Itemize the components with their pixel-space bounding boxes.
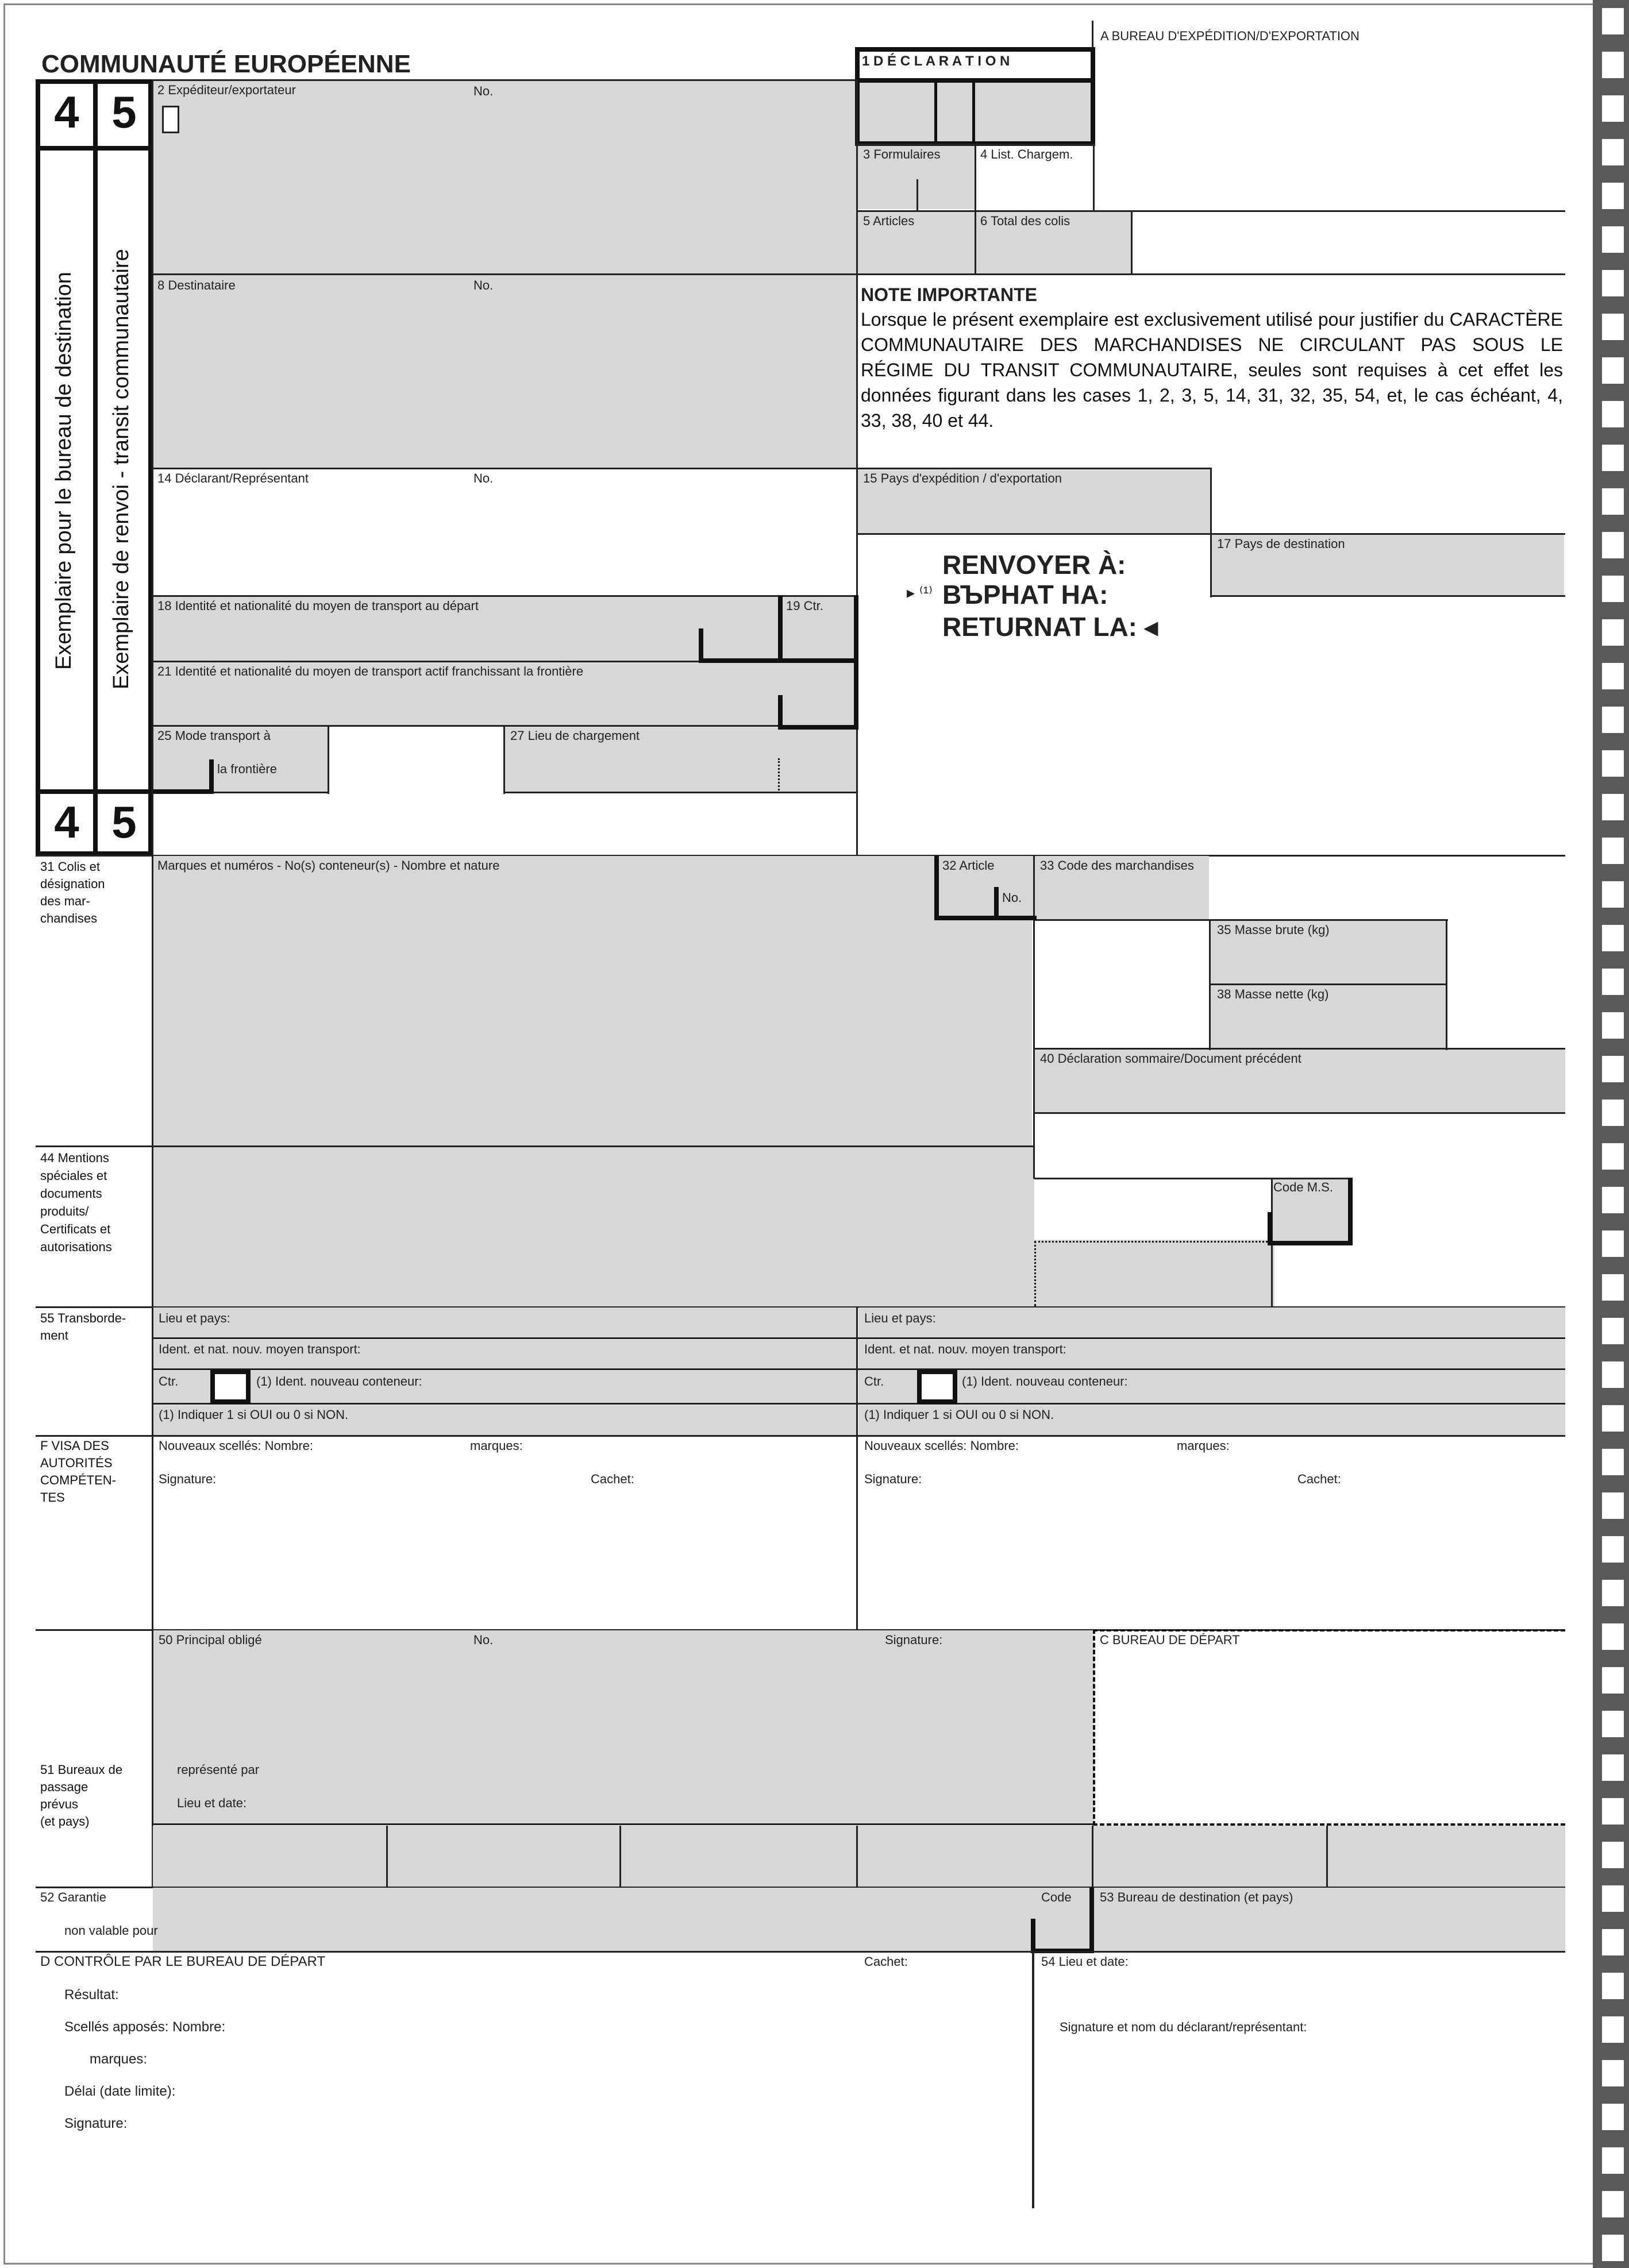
ident-transport-right: Ident. et nat. nouv. moyen transport: <box>864 1342 1066 1356</box>
line-25-right <box>328 725 329 794</box>
tractor-hole <box>1602 139 1624 165</box>
field-1-label: 1 D É C L A R A T I O N <box>862 53 1010 69</box>
cachet-D: Cachet: <box>864 1954 908 1969</box>
tractor-hole <box>1602 1754 1624 1781</box>
code-ms-bracket <box>1268 1212 1272 1245</box>
line-3-4-sep <box>975 144 976 275</box>
dotted-44-line-h <box>1034 1241 1271 1243</box>
tractor-hole <box>1602 2235 1624 2261</box>
tractor-hole <box>1602 1143 1624 1170</box>
field-32-no-bracket <box>994 887 999 920</box>
field-21-bracket-h <box>778 725 858 730</box>
tractor-hole <box>1602 1973 1624 1999</box>
line-51-sep1 <box>386 1826 388 1888</box>
line-55-r3 <box>153 1403 1565 1405</box>
line-15-right <box>1210 468 1212 597</box>
line-15-bottom <box>857 533 1211 535</box>
copy-number-5-top: 5 <box>111 87 137 137</box>
field-27-dotted <box>778 758 780 790</box>
code-ms-label: Code M.S. <box>1273 1180 1333 1194</box>
tractor-hole <box>1602 532 1624 558</box>
field-21-label: 21 Identité et nationalité du moyen de transport actif franchissant la frontière <box>157 664 584 678</box>
field-53-label: 53 Bureau de destination (et pays) <box>1100 1890 1293 1904</box>
lieu-date-50: Lieu et date: <box>177 1796 247 1810</box>
code-ms-white <box>1034 1179 1271 1240</box>
return-to-line3: RETURNAT LA: ◂ <box>942 612 1158 642</box>
tractor-hole <box>1602 445 1624 471</box>
tractor-hole <box>1602 1623 1624 1650</box>
field-3-label: 3 Formulaires <box>863 147 941 161</box>
checkbox-2[interactable] <box>162 106 179 133</box>
tractor-hole <box>1602 1536 1624 1563</box>
field-32-no: No. <box>1002 890 1022 905</box>
indiquer-left: (1) Indiquer 1 si OUI ou 0 si NON. <box>159 1407 349 1422</box>
code-label: Code <box>1041 1890 1072 1904</box>
field-35-label: 35 Masse brute (kg) <box>1217 923 1330 937</box>
line-31-left <box>152 855 153 1306</box>
line-51-sep3 <box>856 1826 858 1888</box>
tractor-hole <box>1602 2104 1624 2130</box>
line-6-right <box>1131 210 1133 275</box>
ident-transport-left: Ident. et nat. nouv. moyen transport: <box>159 1342 361 1356</box>
tractor-hole <box>1602 270 1624 296</box>
field-F-side-label: F VISA DES AUTORITÉS COMPÉTEN- TES <box>40 1438 116 1505</box>
copy-column-divider <box>93 79 98 856</box>
field-44-side-label: 44 Mentions spéciales et documents produits/ Certificats et autorisations <box>40 1151 112 1254</box>
line-3-4-top <box>857 144 1095 145</box>
line-27-left <box>503 725 505 794</box>
field-27-label: 27 Lieu de chargement <box>510 728 640 743</box>
line-25-top <box>153 725 857 727</box>
copy-top-divider <box>36 146 153 151</box>
non-valable-label: non valable pour <box>64 1923 158 1938</box>
tractor-hole <box>1602 707 1624 733</box>
tractor-hole <box>1602 357 1624 384</box>
line-50-bottom <box>153 1823 1093 1825</box>
scelles-apposes-label: Scellés apposés: Nombre: <box>64 2019 226 2035</box>
line-55-mid <box>856 1306 858 1630</box>
dotted-44-line-v <box>1034 1241 1036 1306</box>
ident-conteneur-left: (1) Ident. nouveau conteneur: <box>256 1374 422 1388</box>
field-1-inner-line <box>855 78 1095 83</box>
copy-number-4-bottom: 4 <box>54 797 79 847</box>
line-55-left <box>152 1306 153 1630</box>
field-55-left-row1[interactable] <box>153 1307 856 1337</box>
tractor-hole <box>1602 1449 1624 1475</box>
field-50-label: 50 Principal obligé <box>159 1633 262 1647</box>
field-21-bracket <box>778 695 783 730</box>
line-4-right <box>1093 144 1095 211</box>
tractor-hole <box>1602 1361 1624 1388</box>
tractor-hole <box>1602 925 1624 951</box>
resultat-label: Résultat: <box>64 1987 119 2003</box>
cachet-right: Cachet: <box>1297 1472 1341 1486</box>
field-14-label: 14 Déclarant/Représentant <box>157 471 309 485</box>
field-52-label: 52 Garantie <box>40 1890 106 1904</box>
field-2-label: 2 Expéditeur/exportateur <box>157 83 296 97</box>
tractor-hole <box>1602 794 1624 820</box>
line-51-sep4 <box>1092 1826 1093 1888</box>
signature-left: Signature: <box>159 1472 217 1486</box>
field-15-label: 15 Pays d'expédition / d'exportation <box>863 471 1062 485</box>
tractor-hole <box>1602 1318 1624 1344</box>
field-6-label: 6 Total des colis <box>980 214 1070 228</box>
field-5-label: 5 Articles <box>863 214 915 228</box>
tractor-hole <box>1602 1492 1624 1519</box>
delai-label: Délai (date limite): <box>64 2084 176 2099</box>
tractor-hole <box>1602 488 1624 515</box>
field-8-label: 8 Destinataire <box>157 278 236 292</box>
line-3-tick <box>916 179 918 211</box>
bureau-expedition-label: A BUREAU D'EXPÉDITION/D'EXPORTATION <box>1100 29 1360 43</box>
line-18-top <box>153 595 857 597</box>
tractor-hole <box>1602 1274 1624 1301</box>
marques-left: marques: <box>470 1438 523 1453</box>
tractor-hole <box>1602 1231 1624 1257</box>
tractor-hole <box>1602 1842 1624 1868</box>
field-38-label: 38 Masse nette (kg) <box>1217 987 1329 1001</box>
field-19-label: 19 Ctr. <box>786 599 823 613</box>
line-15-top <box>857 468 1211 469</box>
ctr-checkbox-right[interactable] <box>917 1370 957 1404</box>
field-54-label: 54 Lieu et date: <box>1041 1954 1129 1969</box>
tractor-hole <box>1602 1929 1624 1955</box>
field-51-area[interactable] <box>153 1826 1565 1887</box>
field-25-sublabel: la frontière <box>217 762 277 776</box>
line-5-top <box>857 210 1565 212</box>
cachet-left: Cachet: <box>591 1472 634 1486</box>
field-17-label: 17 Pays de destination <box>1217 537 1345 551</box>
field-2-area[interactable] <box>153 80 857 273</box>
field-50-area[interactable] <box>153 1630 1094 1825</box>
field-33-label: 33 Code des marchandises <box>1040 858 1194 873</box>
tractor-hole <box>1602 969 1624 995</box>
line-33-bottom <box>1034 919 1448 921</box>
field-31-side-label: 31 Colis et désignation des mar- chandises <box>40 859 105 925</box>
tractor-hole <box>1602 1885 1624 1912</box>
lieu-pays-left: Lieu et pays: <box>159 1311 230 1325</box>
tractor-hole <box>1602 314 1624 340</box>
tractor-hole <box>1602 1667 1624 1694</box>
bureau-depart-dashed-top <box>1093 1629 1565 1631</box>
tractor-hole <box>1602 2016 1624 2043</box>
ctr-label-left: Ctr. <box>159 1374 179 1388</box>
field-40-label: 40 Déclaration sommaire/Document précédent <box>1040 1051 1301 1066</box>
line-55-r1 <box>153 1337 1565 1339</box>
return-to-line1: RENVOYER À: <box>942 550 1126 580</box>
tractor-hole <box>1602 95 1624 122</box>
tractor-hole <box>1602 2191 1624 2217</box>
tractor-hole <box>1602 1798 1624 1825</box>
line-D-54-sep <box>1032 1951 1034 2208</box>
tractor-hole <box>1602 838 1624 864</box>
line-17-bottom <box>1210 595 1565 597</box>
ctr-checkbox-left[interactable] <box>210 1370 251 1404</box>
field-25-bracket <box>209 759 214 794</box>
note-title: NOTE IMPORTANTE <box>861 284 1037 305</box>
signature-D-label: Signature: <box>64 2116 128 2131</box>
copy-number-4-top: 4 <box>54 87 79 137</box>
line-F-top <box>36 1435 1565 1437</box>
field-18-label: 18 Identité et nationalité du moyen de transport au départ <box>157 599 479 613</box>
tractor-hole <box>1602 52 1624 78</box>
line-14-top <box>153 468 857 469</box>
tractor-hole <box>1602 1405 1624 1432</box>
field-52-area[interactable] <box>153 1888 1092 1951</box>
field-25-bracket-h <box>153 789 214 794</box>
line-55-r2 <box>153 1368 1565 1370</box>
marques-D-label: marques: <box>90 2051 148 2067</box>
field-51-side-label: 51 Bureaux de passage prévus (et pays) <box>40 1762 123 1829</box>
tractor-hole <box>1602 1012 1624 1039</box>
represente-par: représenté par <box>177 1762 260 1777</box>
line-17-top <box>1210 533 1565 535</box>
lieu-pays-right: Lieu et pays: <box>864 1311 936 1325</box>
tractor-hole <box>1602 8 1624 34</box>
line-8-top <box>153 273 1565 275</box>
tractor-feed-strip <box>1593 0 1629 2268</box>
note-text: Lorsque le présent exemplaire est exclusivement utilisé pour justifier du CARACTÈRE COMMUNAUTAIRE DES MARCHANDISES NE CIRCULANT PAS SOUS LE RÉGIME DU TRANSIT COMMUNAUTAIRE, seules sont requises à cet effet les données figurant dans les cases 1, 2, 3, 5, 14, 31, 32, 35, 54, et, le cas échéant, 4, 33, 38, 40 et 44. <box>861 309 1563 431</box>
field-14-no: No. <box>473 471 494 485</box>
tractor-hole <box>1602 2060 1624 2086</box>
field-4-label: 4 List. Chargem. <box>980 147 1073 161</box>
tractor-hole <box>1602 1580 1624 1606</box>
field-44-white-notch <box>1034 1147 1565 1179</box>
field-25-label: 25 Mode transport à <box>157 728 271 743</box>
field-1-sep-a <box>934 80 937 145</box>
field-C-label: C BUREAU DE DÉPART <box>1100 1633 1240 1647</box>
field-55-right-row1[interactable] <box>858 1307 1565 1337</box>
line-top-2 <box>153 79 857 81</box>
ident-conteneur-right: (1) Ident. nouveau conteneur: <box>962 1374 1128 1388</box>
page-title: COMMUNAUTÉ EUROPÉENNE <box>41 50 411 78</box>
field-8-area[interactable] <box>153 275 857 468</box>
field-18-bracket <box>699 628 703 663</box>
line-40-top <box>1034 1048 1565 1050</box>
field-D-label: D CONTRÔLE PAR LE BUREAU DE DÉPART <box>40 1954 326 1969</box>
bureau-depart-dashed-v <box>1093 1629 1095 1826</box>
tractor-hole <box>1602 619 1624 646</box>
tractor-hole <box>1602 750 1624 777</box>
field-50-no: No. <box>473 1633 494 1647</box>
copy-number-5-bottom: 5 <box>111 797 137 847</box>
tractor-hole <box>1602 401 1624 427</box>
ctr-label-right: Ctr. <box>864 1374 884 1388</box>
tractor-hole <box>1602 1187 1624 1213</box>
field-21-right-edge <box>854 661 858 730</box>
field-31-area[interactable] <box>153 856 1032 1145</box>
marques-right: marques: <box>1177 1438 1230 1453</box>
indiquer-right: (1) Indiquer 1 si OUI ou 0 si NON. <box>864 1407 1054 1422</box>
line-38-top <box>1210 983 1447 985</box>
line-D-top <box>36 1951 1565 1953</box>
code-bracket <box>1031 1919 1035 1952</box>
field-1-sep-b <box>972 80 975 145</box>
signature-nom-label: Signature et nom du déclarant/représentant: <box>1060 2020 1307 2034</box>
tractor-hole <box>1602 1056 1624 1082</box>
tractor-hole <box>1602 183 1624 209</box>
tractor-hole <box>1602 1711 1624 1737</box>
return-to-line2: ВЪРНАТ НА: <box>942 580 1108 610</box>
field-8-no: No. <box>473 278 494 292</box>
tractor-hole <box>1602 1100 1624 1126</box>
field-55-side-label: 55 Transborde- ment <box>40 1311 126 1343</box>
field-31-header: Marques et numéros - No(s) conteneur(s) - Nombre et nature <box>157 858 500 873</box>
copy-bottom-divider <box>36 789 153 794</box>
side-label-renvoi: Exemplaire de renvoi - transit communautaire <box>109 249 133 689</box>
tractor-hole <box>1602 881 1624 908</box>
line-44-top <box>36 1145 1034 1147</box>
nouveaux-scelles-left: Nouveaux scellés: Nombre: <box>159 1438 314 1453</box>
tractor-hole <box>1602 226 1624 253</box>
tractor-hole <box>1602 576 1624 602</box>
line-51-sep2 <box>619 1826 621 1888</box>
field-53-left-edge <box>1089 1888 1094 1952</box>
line-51-sep5 <box>1326 1826 1328 1888</box>
field-2-no: No. <box>473 84 494 98</box>
tractor-hole <box>1602 663 1624 689</box>
nouveaux-scelles-right: Nouveaux scellés: Nombre: <box>864 1438 1019 1453</box>
line-27-bottom <box>503 792 857 793</box>
signature-right: Signature: <box>864 1472 922 1486</box>
line-40-bottom <box>1034 1112 1565 1114</box>
return-to-marker: ▸ ⁽¹⁾ <box>907 584 933 601</box>
side-label-destination: Exemplaire pour le bureau de destination <box>52 272 76 670</box>
tractor-hole <box>1602 2147 1624 2174</box>
field-32-label: 32 Article <box>942 858 995 873</box>
field-18-bracket-h <box>699 658 783 663</box>
field-50-signature: Signature: <box>885 1633 943 1647</box>
